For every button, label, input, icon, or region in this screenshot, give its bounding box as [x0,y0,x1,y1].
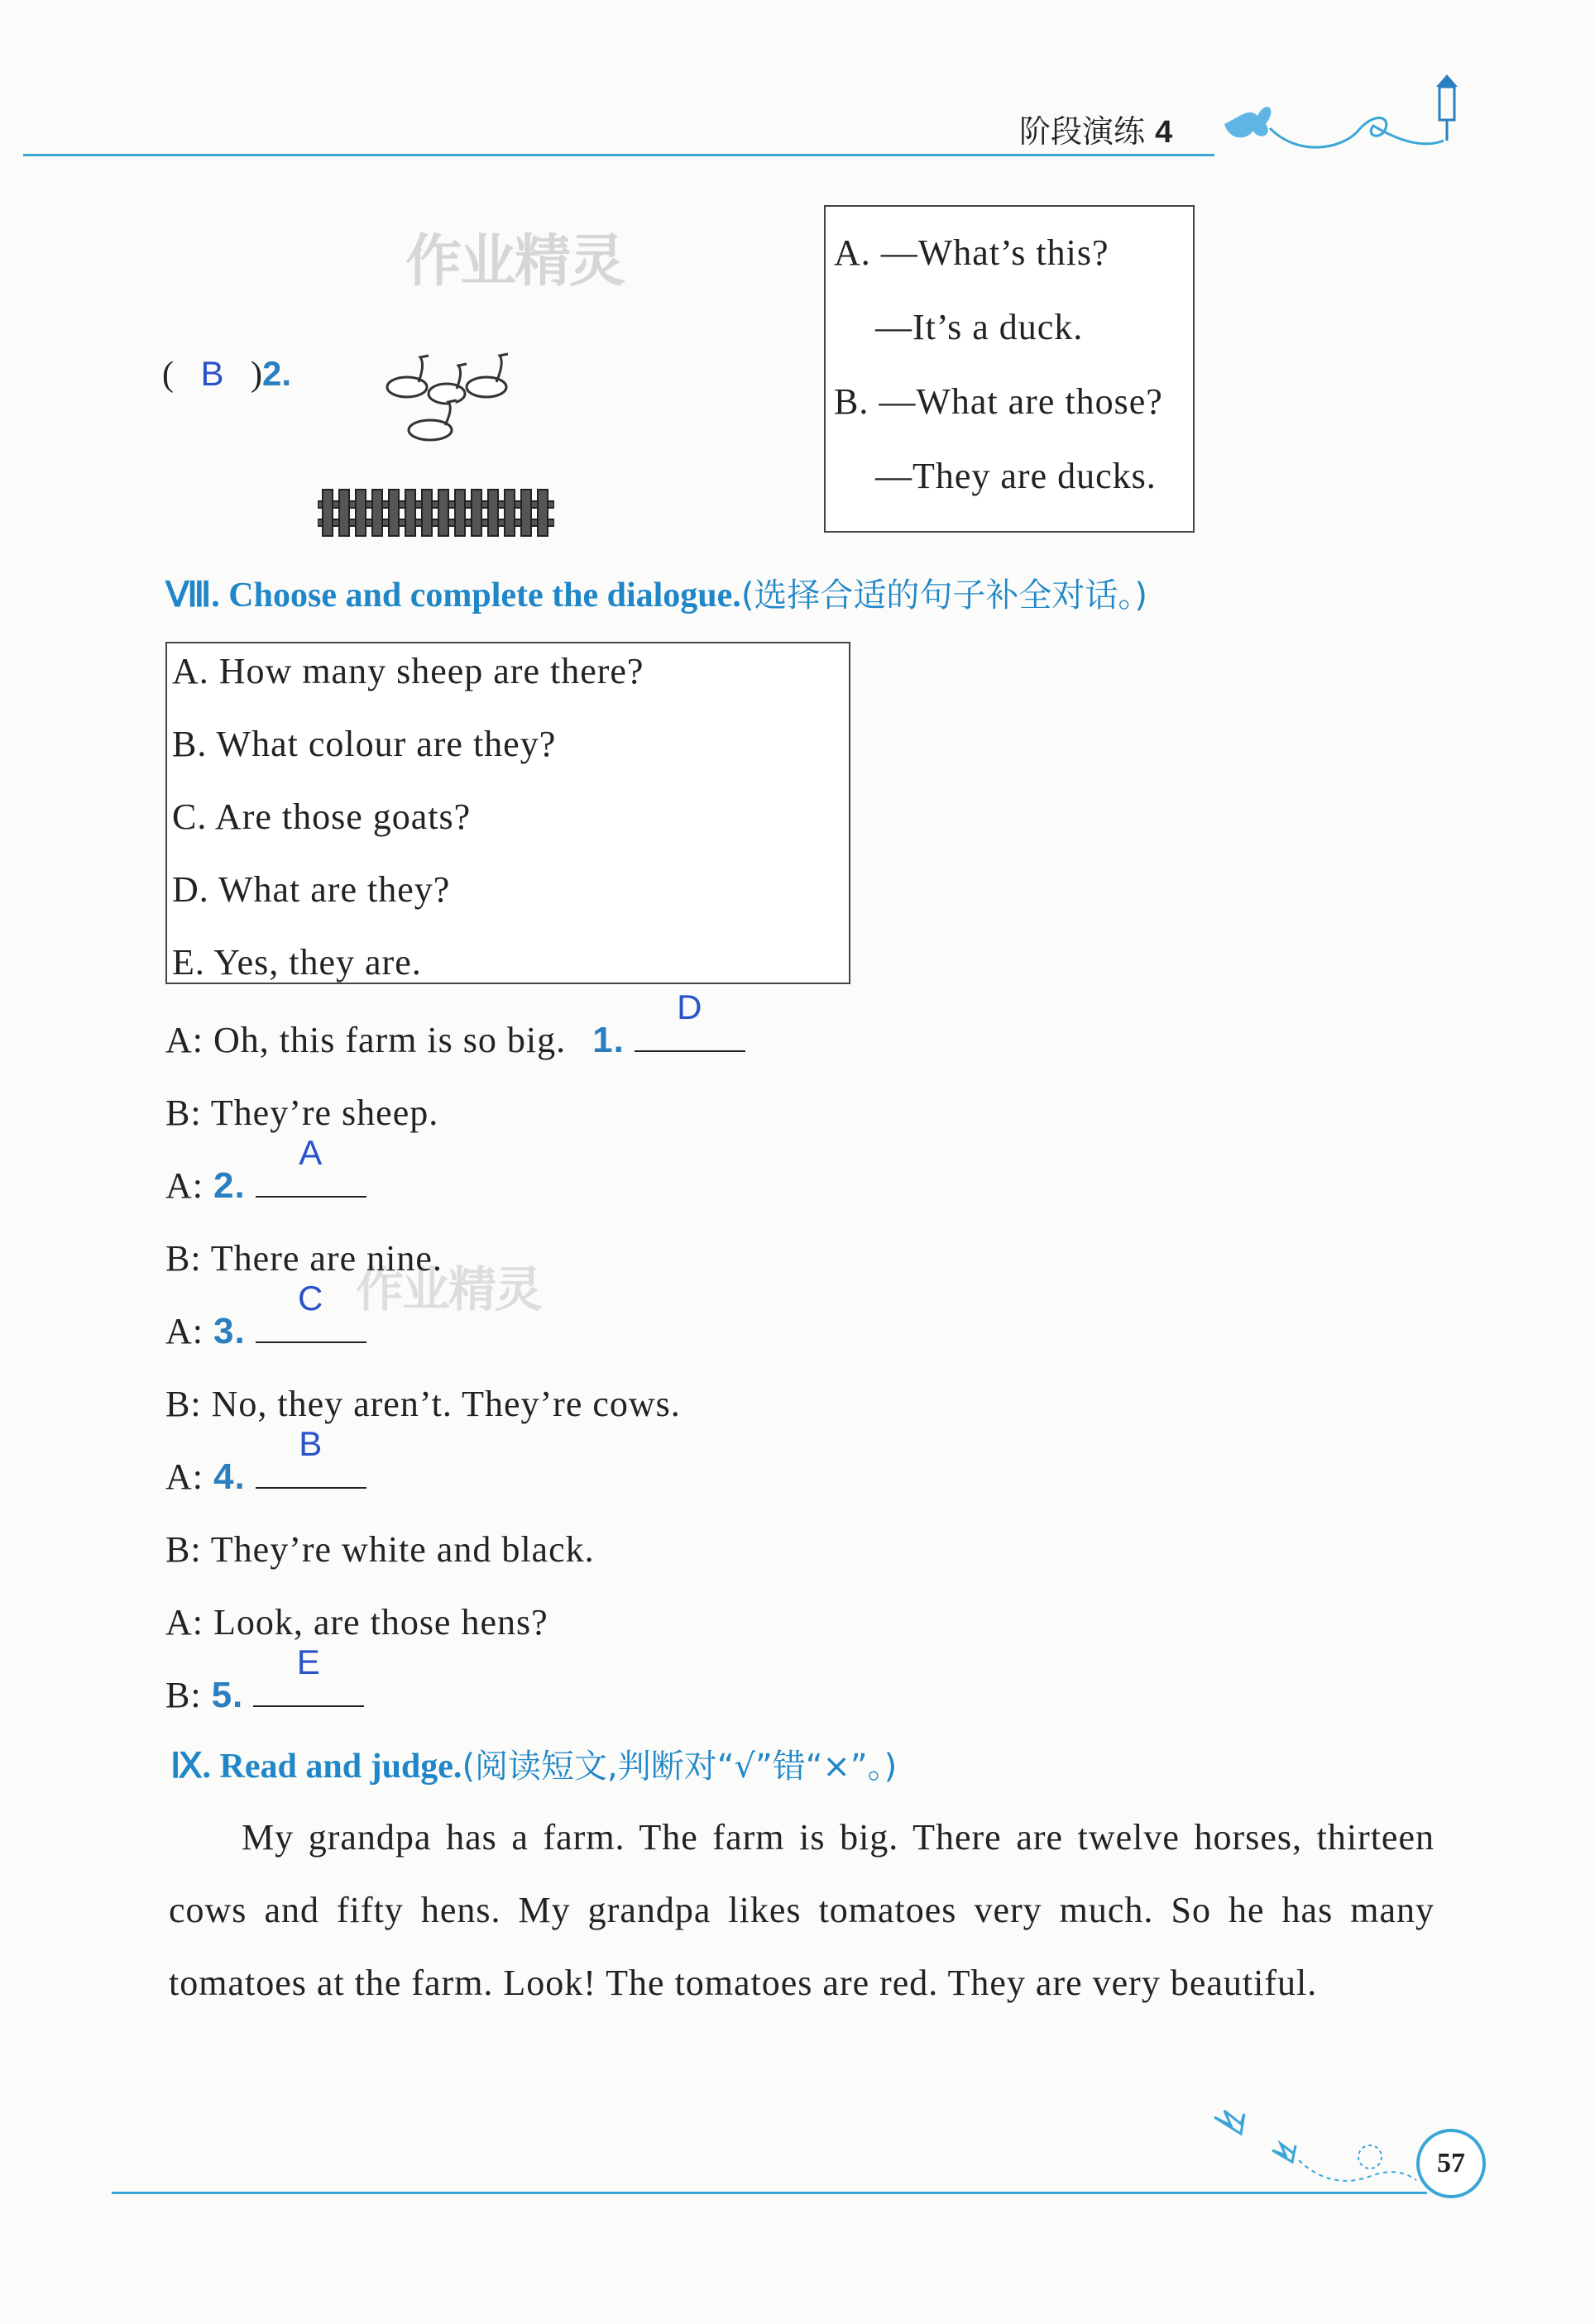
option-a: A. How many sheep are there? [172,651,644,691]
answer-blank-4: B [256,1457,366,1489]
dialogue-line-6: B: No, they aren’t. They’re cows. [165,1384,681,1424]
question-2-options-box [824,205,1195,533]
option-d: D. What are they? [172,869,451,910]
dialogue-line-9: A: Look, are those hens? [165,1602,548,1643]
section-8-options-box [165,642,850,984]
answer-blank-1: D [635,1021,745,1052]
question-2-label: ( B )2. [162,354,292,394]
dialogue-line-2: B: They’re sheep. [165,1093,439,1133]
butterfly-lantern-decoration-icon [1208,66,1473,157]
geese-picture-icon [381,347,521,455]
dialogue-line-4: B: There are nine. [165,1238,443,1279]
section-8-heading: Ⅷ. Choose and complete the dialogue.(选择合适的句子补全对话。) [165,576,1148,614]
option-c: C. Are those goats? [172,796,472,837]
header-title: 阶段演练 4 [1019,113,1173,150]
option-a-line-1: A. —What’s this? [834,232,1109,273]
watermark-top: 作业精灵 [405,229,625,294]
footer-divider [112,2192,1427,2194]
watermark-middle: 作业精灵 [356,1261,542,1317]
fence-picture-icon [318,486,554,538]
question-2-answer: B [200,354,224,393]
option-b-line-2: —They are ducks. [875,456,1157,496]
option-b: B. What colour are they? [172,724,557,764]
dialogue-line-5: A: 3. C [165,1310,366,1352]
answer-blank-5: E [253,1676,364,1707]
option-e: E. Yes, they are. [172,942,422,983]
option-b-line-1: B. —What are those? [834,381,1163,422]
reading-paragraph: My grandpa has a farm. The farm is big. There are twelve horses, thirteen cows and fifty hens. My grandpa likes tomatoes very much. So he has many tomatoes at the farm. Look! The tomatoes are red. They are very beautiful. [169,1817,1435,2003]
answer-blank-3: C [256,1312,366,1343]
dialogue-line-3: A: 2. A [165,1164,366,1207]
dialogue-line-7: A: 4. B [165,1456,366,1498]
birds-decoration-icon [1208,2101,1423,2192]
page-number: 57 [1416,2129,1486,2198]
option-a-line-2: —It’s a duck. [875,307,1084,347]
answer-blank-2: A [256,1166,366,1198]
dialogue-line-8: B: They’re white and black. [165,1529,595,1570]
section-9-heading: Ⅸ. Read and judge.(阅读短文,判断对“√”错“×”。) [170,1748,898,1786]
dialogue-line-10: B: 5. E [165,1674,364,1716]
dialogue-line-1: A: Oh, this farm is so big. 1. D [165,1019,745,1061]
header-divider [23,154,1214,156]
